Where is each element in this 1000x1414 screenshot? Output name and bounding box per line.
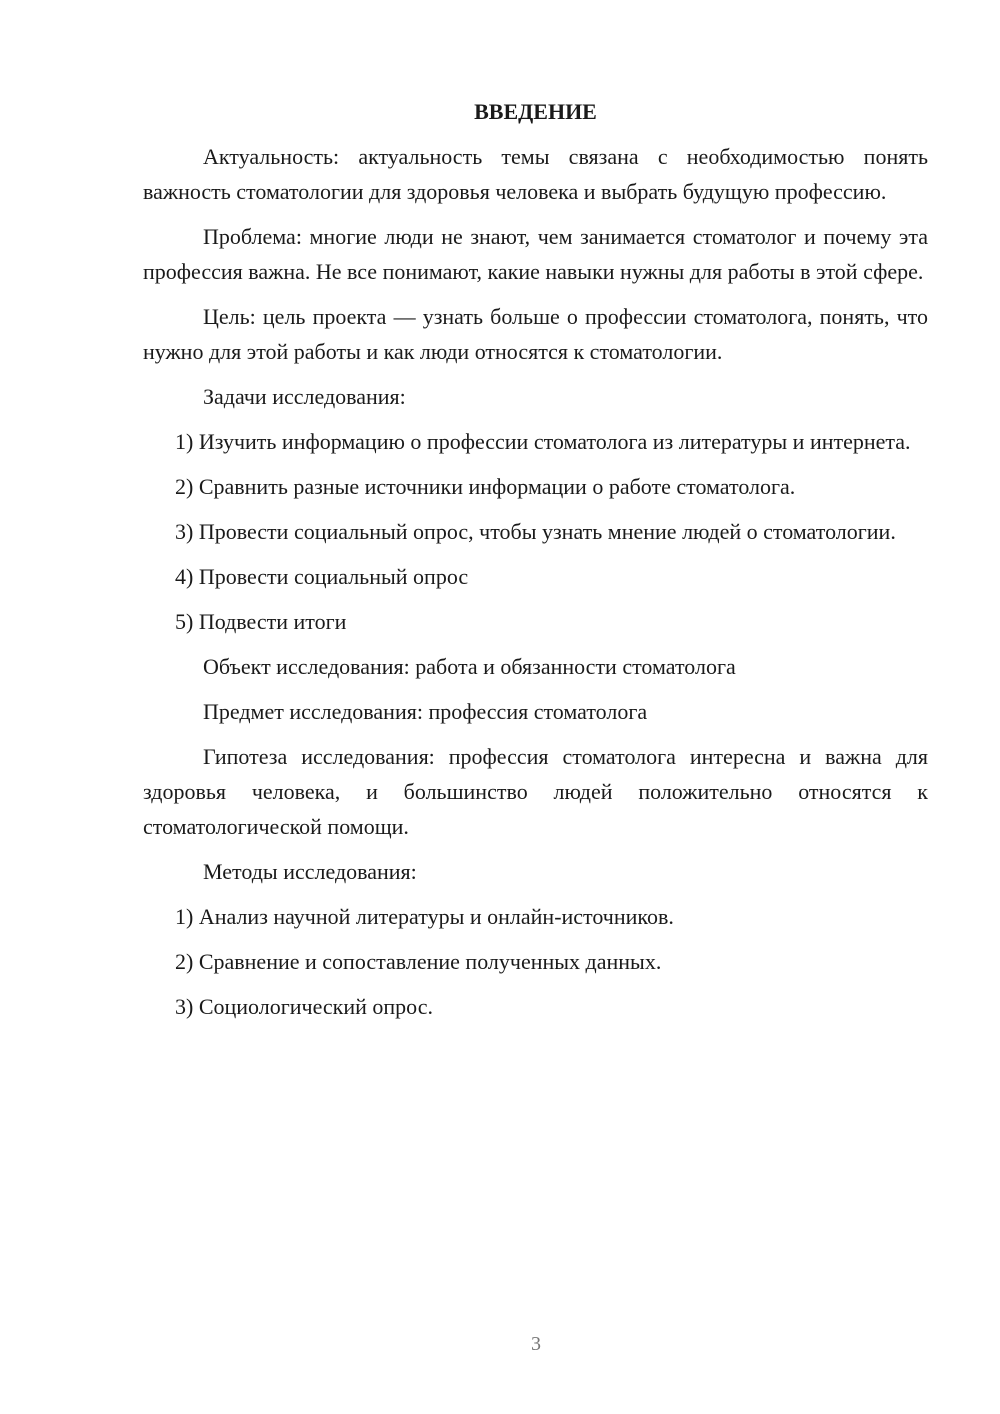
page-content [143, 94, 928, 1034]
object-paragraph: Объект исследования: работа и обязанности стоматолога [203, 654, 736, 679]
methods-heading: Методы исследования: [203, 859, 417, 884]
subject-paragraph: Предмет исследования: профессия стоматолога [203, 699, 648, 724]
problem-paragraph: Проблема: многие люди не знают, чем занимается стоматолог и почему эта профессия важна. Не все понимают, какие навыки нужны для работы в этой сфере. [143, 224, 928, 284]
page-number: 3 [531, 1333, 541, 1355]
hypothesis-paragraph: Гипотеза исследования: профессия стоматолога интересна и важна для здоровья человека, и большинство людей положительно относятся к стоматологической помощи. [143, 744, 928, 839]
task-item: 5) Подвести итоги [175, 609, 347, 634]
method-item: 2) Сравнение и сопоставление полученных данных. [175, 949, 662, 974]
method-item: 3) Социологический опрос. [175, 994, 433, 1019]
task-item: 1) Изучить информацию о профессии стоматолога из литературы и интернета. [175, 429, 911, 454]
task-item: 4) Провести социальный опрос [175, 564, 469, 589]
goal-paragraph: Цель: цель проекта — узнать больше о профессии стоматолога, понять, что нужно для этой работы и как люди относятся к стоматологии. [143, 304, 928, 364]
task-item: 2) Сравнить разные источники информации о работе стоматолога. [175, 474, 796, 499]
task-item: 3) Провести социальный опрос, чтобы узнать мнение людей о стоматологии. [175, 519, 896, 544]
tasks-heading: Задачи исследования: [203, 384, 406, 409]
section-title: ВВЕДЕНИЕ [474, 99, 597, 124]
relevance-paragraph: Актуальность: актуальность темы связана с необходимостью понять важность стоматологии для здоровья человека и выбрать будущую профессию. [143, 144, 928, 204]
method-item: 1) Анализ научной литературы и онлайн-источников. [175, 904, 674, 929]
